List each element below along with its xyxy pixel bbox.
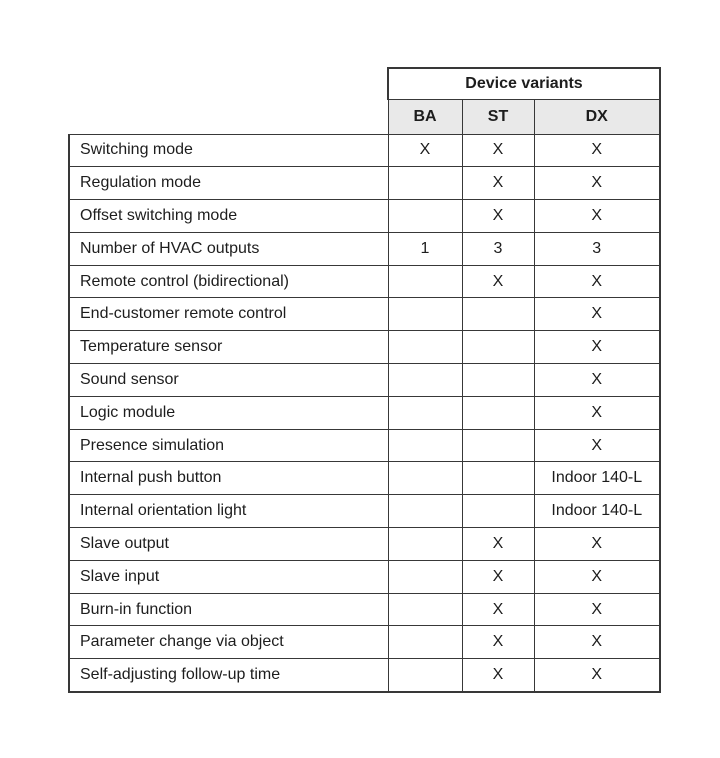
cell-ba bbox=[388, 495, 462, 528]
group-header-row bbox=[69, 68, 660, 99]
cell-st: X bbox=[462, 626, 534, 659]
cell-ba bbox=[388, 560, 462, 593]
cell-st bbox=[462, 331, 534, 364]
row-label: Internal orientation light bbox=[69, 495, 388, 528]
cell-ba bbox=[388, 265, 462, 298]
table-row bbox=[69, 331, 660, 364]
cell-ba bbox=[388, 331, 462, 364]
cell-ba bbox=[388, 200, 462, 233]
table-row bbox=[69, 495, 660, 528]
cell-dx: X bbox=[534, 298, 660, 331]
row-label: Parameter change via object bbox=[69, 626, 388, 659]
cell-st: X bbox=[462, 265, 534, 298]
row-label: Remote control (bidirectional) bbox=[69, 265, 388, 298]
cell-st bbox=[462, 429, 534, 462]
cell-dx: X bbox=[534, 364, 660, 397]
table-row bbox=[69, 626, 660, 659]
row-label: Internal push button bbox=[69, 462, 388, 495]
row-label: Slave output bbox=[69, 528, 388, 561]
cell-dx: X bbox=[534, 429, 660, 462]
cell-st bbox=[462, 462, 534, 495]
table-row bbox=[69, 396, 660, 429]
column-header-st: ST bbox=[462, 99, 534, 134]
cell-ba bbox=[388, 429, 462, 462]
table-row bbox=[69, 528, 660, 561]
cell-dx: 3 bbox=[534, 232, 660, 265]
row-label: Offset switching mode bbox=[69, 200, 388, 233]
cell-dx: X bbox=[534, 265, 660, 298]
cell-st bbox=[462, 495, 534, 528]
table-row bbox=[69, 462, 660, 495]
cell-ba bbox=[388, 528, 462, 561]
cell-ba bbox=[388, 364, 462, 397]
column-header-dx: DX bbox=[534, 99, 660, 134]
cell-ba: X bbox=[388, 134, 462, 167]
cell-st bbox=[462, 298, 534, 331]
row-label: Temperature sensor bbox=[69, 331, 388, 364]
cell-st: 3 bbox=[462, 232, 534, 265]
cell-ba bbox=[388, 593, 462, 626]
cell-dx: X bbox=[534, 560, 660, 593]
cell-dx: Indoor 140-L bbox=[534, 495, 660, 528]
row-label: Number of HVAC outputs bbox=[69, 232, 388, 265]
table-row bbox=[69, 429, 660, 462]
row-label: Burn-in function bbox=[69, 593, 388, 626]
table-row bbox=[69, 200, 660, 233]
column-header-ba: BA bbox=[388, 99, 462, 134]
cell-dx: X bbox=[534, 134, 660, 167]
cell-ba bbox=[388, 462, 462, 495]
row-label: Self-adjusting follow-up time bbox=[69, 659, 388, 692]
row-label: Regulation mode bbox=[69, 167, 388, 200]
table-body bbox=[69, 134, 660, 692]
row-label: Logic module bbox=[69, 396, 388, 429]
cell-ba bbox=[388, 626, 462, 659]
cell-dx: X bbox=[534, 200, 660, 233]
row-label: End-customer remote control bbox=[69, 298, 388, 331]
row-label: Slave input bbox=[69, 560, 388, 593]
cell-ba bbox=[388, 659, 462, 692]
table-row bbox=[69, 232, 660, 265]
cell-ba: 1 bbox=[388, 232, 462, 265]
row-label: Switching mode bbox=[69, 134, 388, 167]
cell-st: X bbox=[462, 167, 534, 200]
cell-ba bbox=[388, 167, 462, 200]
cell-st: X bbox=[462, 659, 534, 692]
table-row bbox=[69, 560, 660, 593]
cell-dx: X bbox=[534, 659, 660, 692]
cell-st bbox=[462, 396, 534, 429]
cell-dx: X bbox=[534, 167, 660, 200]
row-label: Presence simulation bbox=[69, 429, 388, 462]
row-label: Sound sensor bbox=[69, 364, 388, 397]
cell-dx: X bbox=[534, 331, 660, 364]
blank-corner-cell bbox=[69, 68, 388, 134]
table-row bbox=[69, 593, 660, 626]
cell-dx: X bbox=[534, 593, 660, 626]
table-row bbox=[69, 659, 660, 692]
cell-dx: X bbox=[534, 396, 660, 429]
cell-st: X bbox=[462, 528, 534, 561]
table-row bbox=[69, 134, 660, 167]
cell-st: X bbox=[462, 134, 534, 167]
group-header-cell: Device variants bbox=[388, 68, 660, 99]
cell-ba bbox=[388, 298, 462, 331]
cell-st: X bbox=[462, 593, 534, 626]
cell-dx: X bbox=[534, 626, 660, 659]
cell-st bbox=[462, 364, 534, 397]
cell-dx: X bbox=[534, 528, 660, 561]
cell-st: X bbox=[462, 560, 534, 593]
cell-st: X bbox=[462, 200, 534, 233]
cell-ba bbox=[388, 396, 462, 429]
table-row bbox=[69, 265, 660, 298]
table-row bbox=[69, 364, 660, 397]
table-row bbox=[69, 167, 660, 200]
cell-dx: Indoor 140-L bbox=[534, 462, 660, 495]
device-variants-table bbox=[68, 67, 661, 693]
table-row bbox=[69, 298, 660, 331]
